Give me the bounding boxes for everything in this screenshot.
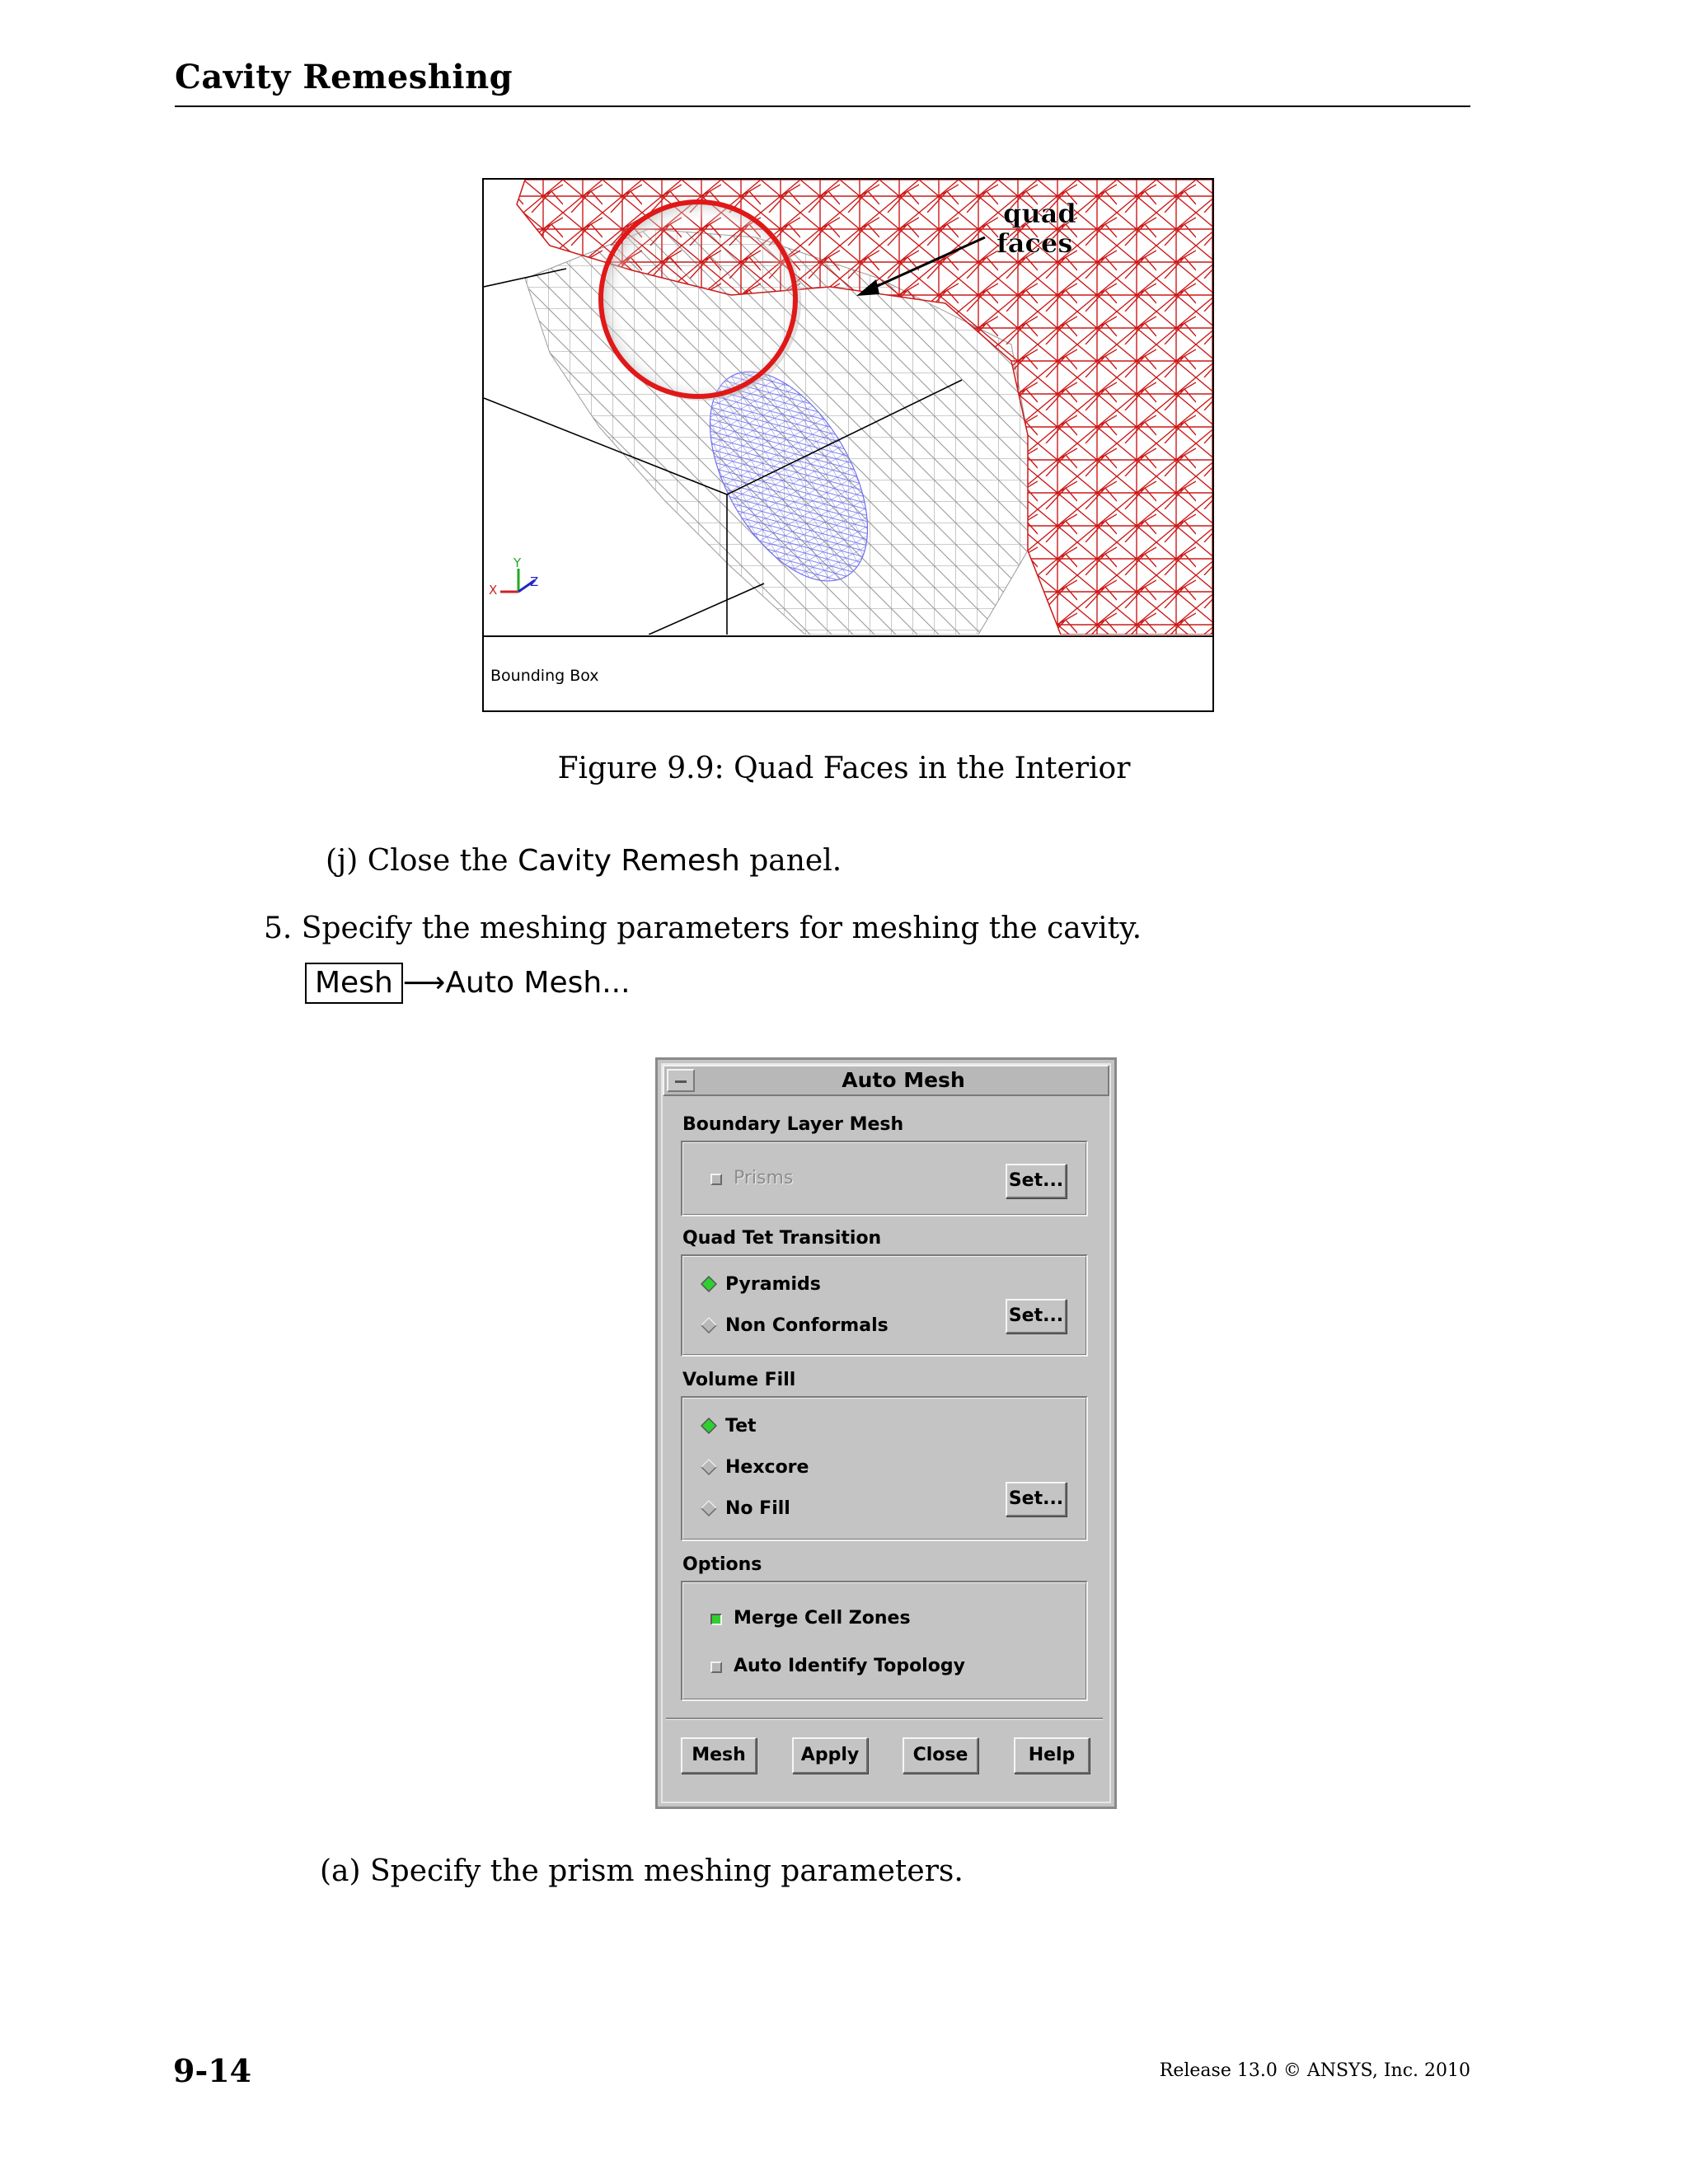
options-group [681,1581,1088,1701]
non-conformals-radio[interactable] [701,1317,717,1333]
quad-tet-group-label: Quad Tet Transition [682,1228,882,1249]
auto-mesh-dialog [655,1057,1117,1809]
figure-status-strip [484,635,1212,710]
axis-x-label: X [489,583,498,598]
volume-fill-group-label: Volume Fill [682,1370,796,1390]
pyramids-label: Pyramids [725,1274,821,1295]
step-a: (a) Specify the prism meshing parameters. [320,1854,964,1888]
help-button[interactable]: Help [1014,1737,1090,1774]
dialog-titlebar[interactable] [663,1065,1109,1096]
prisms-checkbox[interactable] [710,1174,722,1185]
step-j-prefix: (j) Close the [326,844,518,878]
menu-mesh-button[interactable]: Mesh [305,963,403,1004]
dialog-separator [666,1718,1103,1720]
menu-path [305,963,631,1004]
boundary-layer-group [681,1141,1088,1216]
page-number: 9-14 [173,2052,252,2089]
axis-z-label: Z [530,574,539,589]
menu-arrow: ⟶ [402,966,446,1000]
release-note: Release 13.0 © ANSYS, Inc. 2010 [1159,2060,1470,2081]
step-j-panel-name: Cavity Remesh [518,844,740,878]
prisms-set-button[interactable]: Set... [1006,1164,1067,1198]
volume-fill-group [681,1396,1088,1541]
auto-identify-topology-label: Auto Identify Topology [734,1656,965,1676]
figure-caption: Figure 9.9: Quad Faces in the Interior [557,752,1131,785]
merge-cell-zones-checkbox[interactable] [710,1614,722,1625]
annotation-label-faces: faces [996,227,1073,259]
page-header-title: Cavity Remeshing [175,58,513,96]
apply-button[interactable]: Apply [792,1737,868,1774]
hexcore-radio[interactable] [701,1459,717,1475]
no-fill-radio[interactable] [701,1500,717,1516]
step-j [326,844,842,878]
annotation-label-quad: quad [1003,198,1076,229]
no-fill-label: No Fill [725,1498,790,1519]
prisms-label: Prisms [734,1168,794,1188]
tet-label: Tet [725,1416,757,1436]
pyramids-radio[interactable] [701,1276,717,1292]
options-group-label: Options [682,1554,762,1575]
mesh-figure [482,178,1214,712]
menu-item-auto-mesh[interactable]: Auto Mesh... [445,966,631,1000]
bounding-box-label: Bounding Box [490,667,599,685]
non-conformals-label: Non Conformals [725,1315,889,1336]
volume-fill-set-button[interactable]: Set... [1006,1482,1067,1516]
quad-tet-group [681,1254,1088,1357]
options-group-inner [682,1582,1086,1699]
step-j-suffix: panel. [739,844,842,878]
step-5: 5. Specify the meshing parameters for meshing the cavity. [264,912,1142,945]
mesh-viewport [484,180,1212,635]
close-button[interactable]: Close [903,1737,978,1774]
auto-identify-topology-checkbox[interactable] [710,1661,722,1673]
mesh-button[interactable]: Mesh [681,1737,757,1774]
boundary-layer-group-label: Boundary Layer Mesh [682,1114,904,1135]
window-menu-icon [675,1080,687,1083]
tet-radio[interactable] [701,1418,717,1434]
dialog-title: Auto Mesh [842,1068,965,1092]
axis-y-label: Y [513,555,522,570]
hexcore-label: Hexcore [725,1457,809,1478]
header-rule [175,105,1470,107]
merge-cell-zones-label: Merge Cell Zones [734,1608,911,1629]
window-menu-button[interactable] [667,1069,695,1092]
quad-tet-set-button[interactable]: Set... [1006,1299,1067,1333]
